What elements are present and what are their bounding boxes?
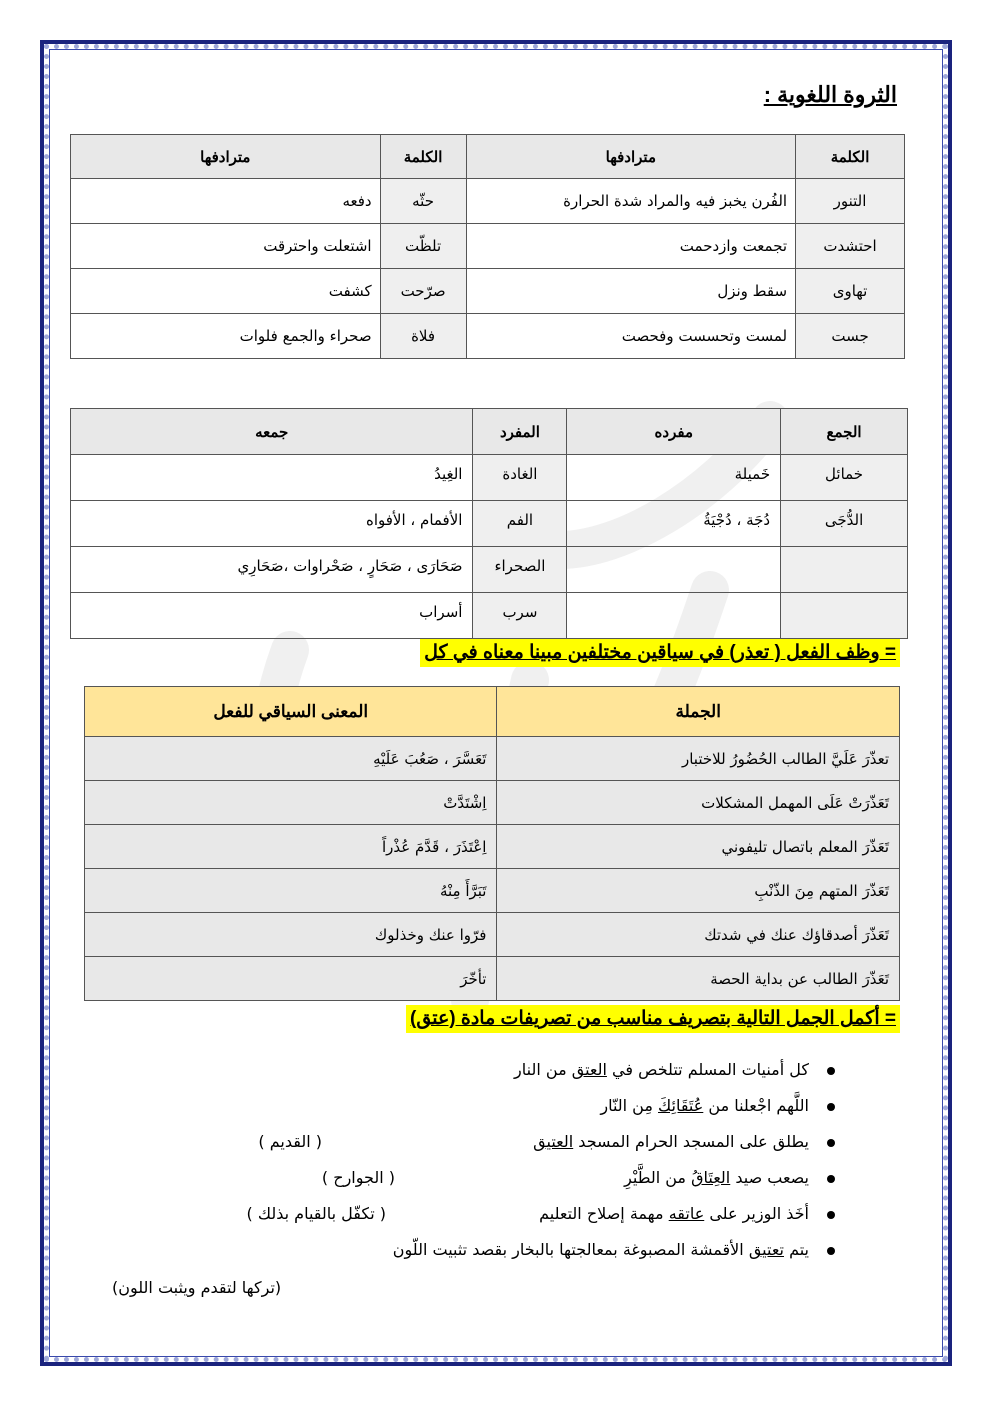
plural-cell: خمائل [781, 455, 908, 501]
sentence-cell: تَعَذّرَ أصدقاؤك عنك في شدتك [497, 913, 900, 957]
bullet-icon [827, 1103, 835, 1111]
sentence-cell: تَعَذّرَ الطالب عن بداية الحصة [497, 957, 900, 1001]
table-row [71, 501, 908, 547]
column-header: مترادفها [71, 135, 381, 179]
singular-cell [567, 593, 781, 639]
word-cell: جست [796, 314, 905, 359]
table-row [85, 913, 900, 957]
synonyms-table [70, 134, 905, 359]
list-item [89, 1236, 809, 1272]
plural-cell [781, 547, 908, 593]
table-header-row [85, 687, 900, 737]
list-item [89, 1128, 809, 1164]
answer-text: العتيق [533, 1132, 574, 1151]
table-row [71, 455, 908, 501]
table-row [71, 179, 905, 224]
sentence-cell: تعذّرَ عَلَيَّ الطالب الحُضُورُ للاختبار [497, 737, 900, 781]
column-header: الجمع [781, 409, 908, 455]
plural-cell: الأفمام ، الأفواه [71, 501, 473, 547]
meaning-note: ( القديم ) [258, 1132, 322, 1151]
plural-table [70, 408, 908, 639]
column-header: مترادفها [466, 135, 796, 179]
item-text: يتم [783, 1240, 809, 1259]
bullet-icon [827, 1175, 835, 1183]
meaning-cell: تأخّرَ [85, 957, 497, 1001]
synonym-cell: كشفت [71, 269, 381, 314]
plural-cell [781, 593, 908, 639]
column-header: المعنى السياقي للفعل [85, 687, 497, 737]
list-item [89, 1092, 809, 1128]
item-text: من الطَّيْرِ [624, 1168, 692, 1187]
completion-list [89, 1056, 809, 1272]
synonym-cell: دفعه [71, 179, 381, 224]
table-header-row [71, 409, 908, 455]
meaning-note: ( الجوارح ) [321, 1168, 395, 1187]
singular-cell: الفم [473, 501, 567, 547]
meaning-cell: تَبَرَّأَ مِنْهُ [85, 869, 497, 913]
item-text: اللَّهم اجْعلنا من [703, 1096, 809, 1115]
answer-text: عُتَقَائِكَ [658, 1096, 704, 1115]
table-row [85, 869, 900, 913]
sentence-cell: تَعَذّرَ المعلم باتصال تليفوني [497, 825, 900, 869]
plural-cell: أسراب [71, 593, 473, 639]
synonym-cell: سقط ونزل [466, 269, 796, 314]
meaning-cell: فرّوا عنك وخذلوك [85, 913, 497, 957]
context-meaning-table [84, 686, 900, 1001]
sentence-cell: تَعَذّرَ المتهم مِنَ الذّنْبِ [497, 869, 900, 913]
answer-text: عاتقه [668, 1204, 705, 1223]
table-row [85, 781, 900, 825]
singular-cell: خَميلة [567, 455, 781, 501]
table-header-row [71, 135, 905, 179]
column-header: الجملة [497, 687, 900, 737]
word-cell: التنور [796, 179, 905, 224]
table-row [85, 825, 900, 869]
item-text: مهمة إصلاح التعليم [539, 1204, 669, 1223]
item-text: أخَذ الوزير على [704, 1204, 809, 1223]
table-row [71, 269, 905, 314]
word-cell: صرّحت [380, 269, 466, 314]
singular-cell: الصحراء [473, 547, 567, 593]
item-text: يصعب صيد [730, 1168, 809, 1187]
synonym-cell: اشتعلت واحترقت [71, 224, 381, 269]
section-title: الثروة اللغوية : [763, 82, 897, 107]
column-header: الكلمة [796, 135, 905, 179]
table-row [85, 957, 900, 1001]
table-row [71, 224, 905, 269]
last-note: (تركها لتقدم ويثبت اللون) [112, 1278, 282, 1297]
meaning-cell: تَعَسَّرَ ، صَعُبَ عَلَيْهِ [85, 737, 497, 781]
sentence-cell: تَعَذّرَتْ عَلَى المهمل المشكلات [497, 781, 900, 825]
exercise-1-title: = وظف الفعل ( تعذر) في سياقين مختلفين مبينا معناه في كل [420, 639, 900, 667]
bullet-icon [827, 1067, 835, 1075]
synonym-cell: صحراء والجمع فلوات [71, 314, 381, 359]
answer-text: العتق [571, 1060, 607, 1079]
word-cell: فلاة [380, 314, 466, 359]
list-item [89, 1164, 809, 1200]
meaning-cell: اِعْتَذَرَ ، قَدَّمَ عُذْراً [85, 825, 497, 869]
bullet-icon [827, 1247, 835, 1255]
synonym-cell: تجمعت وازدحمت [466, 224, 796, 269]
word-cell: حثّه [380, 179, 466, 224]
table-row [71, 314, 905, 359]
table-row [85, 737, 900, 781]
item-text: من النار [514, 1060, 572, 1079]
plural-cell: صَحَارَى ، صَحَارٍ ، صَحْراوات ،صَحَارِي [71, 547, 473, 593]
word-cell: احتشدت [796, 224, 905, 269]
bullet-icon [827, 1211, 835, 1219]
table-row [71, 547, 908, 593]
answer-text: تعتيق [748, 1240, 784, 1259]
column-header: المفرد [473, 409, 567, 455]
synonym-cell: لمست وتحسست وفحصت [466, 314, 796, 359]
column-header: الكلمة [380, 135, 466, 179]
plural-cell: الدُّجَى [781, 501, 908, 547]
singular-cell: دُجَة ، دُجْيَةُ [567, 501, 781, 547]
word-cell: تهاوى [796, 269, 905, 314]
exercise-2-title: = أكمل الجمل التالية بتصريف مناسب من تصريفات مادة (عتق) [406, 1005, 900, 1033]
singular-cell: سرب [473, 593, 567, 639]
meaning-cell: اِشْتَدَّتْ [85, 781, 497, 825]
answer-text: العِتَاقُ [691, 1168, 731, 1187]
plural-cell: الغِيدُ [71, 455, 473, 501]
item-text: الأقمشة المصبوغة بمعالجتها بالبخار بقصد تثبيت اللّون [392, 1240, 749, 1259]
meaning-note: ( تكفّل بالقيام بذلك ) [246, 1204, 386, 1223]
bullet-icon [827, 1139, 835, 1147]
word-cell: تلظّت [380, 224, 466, 269]
table-row [71, 593, 908, 639]
item-text: يطلق على المسجد الحرام المسجد [573, 1132, 809, 1151]
item-text: مِن النّار [600, 1096, 659, 1115]
singular-cell [567, 547, 781, 593]
list-item [89, 1056, 809, 1092]
synonym-cell: الفُرن يخبز فيه والمراد شدة الحرارة [466, 179, 796, 224]
column-header: مفرده [567, 409, 781, 455]
singular-cell: الغادة [473, 455, 567, 501]
list-item [89, 1200, 809, 1236]
item-text: كل أمنيات المسلم تتلخص في [606, 1060, 809, 1079]
column-header: جمعه [71, 409, 473, 455]
